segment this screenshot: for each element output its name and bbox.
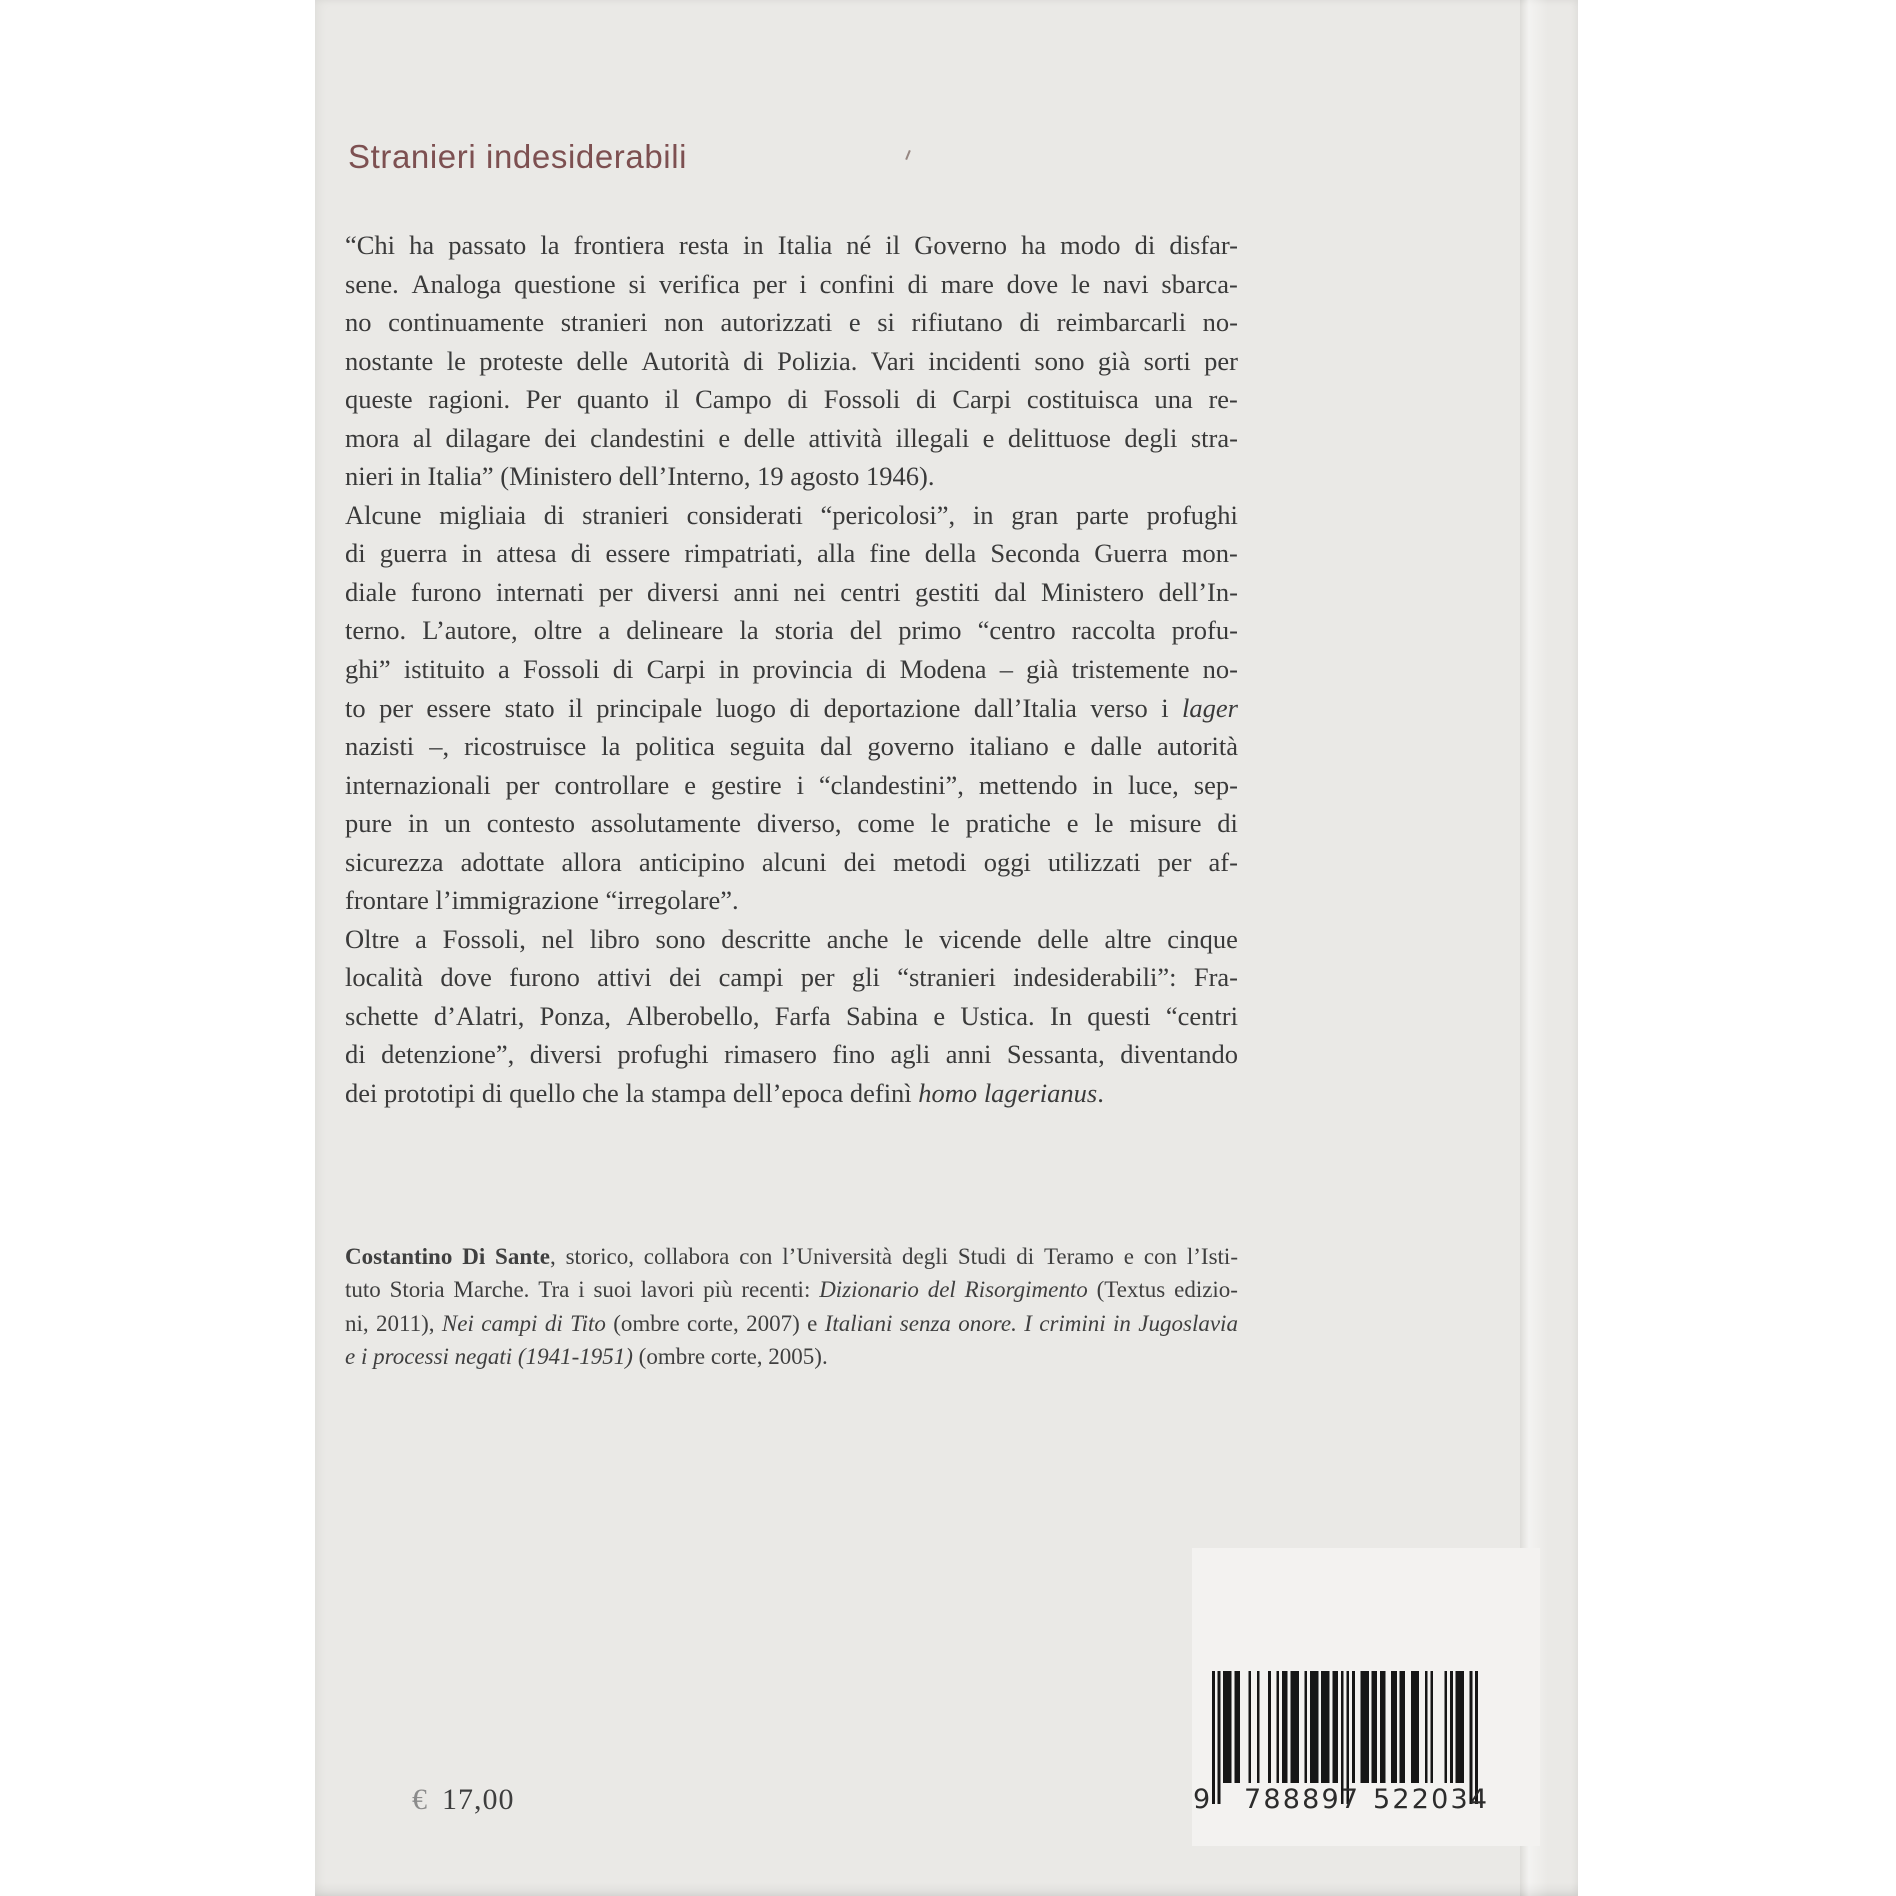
price-amount: 17,00 — [442, 1783, 515, 1816]
text-line: Alcune migliaia di stranieri considerati “pericolosi”, in gran parte profughi — [345, 499, 1238, 530]
currency-symbol: € — [412, 1783, 427, 1816]
barcode-digits-left: 788897 — [1244, 1784, 1361, 1815]
text-line: no continuamente stranieri non autorizzati e si rifiutano di reimbarcarli no- — [345, 307, 1238, 338]
price-label — [412, 1783, 515, 1817]
text-line: nieri in Italia” (Ministero dell’Interno, 19 agosto 1946). — [345, 461, 935, 492]
text-line: frontare l’immigrazione “irregolare”. — [345, 885, 739, 916]
text-line: ni, 2011), Nei campi di Tito (ombre corte, 2007) e Italiani senza onore. I crimini in Jugoslavia — [345, 1310, 1238, 1336]
text-line: pure in un contesto assolutamente diverso, come le pratiche e le misure di — [345, 808, 1238, 839]
author-bio — [345, 1240, 1238, 1374]
text-line: sicurezza adottate allora anticipino alcuni dei metodi oggi utilizzati per af- — [345, 846, 1238, 877]
text-line: Costantino Di Sante, storico, collabora con l’Università degli Studi di Teramo e con l’Isti- — [345, 1244, 1238, 1269]
text-line: tuto Storia Marche. Tra i suoi lavori più recenti: Dizionario del Risorgimento (Textus edizio- — [345, 1277, 1238, 1303]
text-line: terno. L’autore, oltre a delineare la storia del primo “centro raccolta profu- — [345, 615, 1238, 646]
barcode-digits-right: 522034 — [1373, 1784, 1490, 1815]
text-line: diale furono internati per diversi anni nei centri gestiti dal Ministero dell’In- — [345, 576, 1238, 607]
text-line: Oltre a Fossoli, nel libro sono descritte anche le vicende delle altre cinque — [345, 923, 1238, 954]
text-line: sene. Analoga questione si verifica per i confini di mare dove le navi sbarca- — [345, 268, 1238, 299]
text-line: ghi” istituito a Fossoli di Carpi in provincia di Modena – già tristemente no- — [345, 654, 1238, 685]
text-line: località dove furono attivi dei campi per gli “stranieri indesiderabili”: Fra- — [345, 962, 1238, 993]
text-line: e i processi negati (1941-1951) (ombre corte, 2005). — [345, 1344, 828, 1370]
text-line: schette d’Alatri, Ponza, Alberobello, Farfa Sabina e Ustica. In questi “centri — [345, 1000, 1238, 1031]
text-line: mora al dilagare dei clandestini e delle attività illegali e delittuose degli stra- — [345, 422, 1238, 453]
text-line: nostante le proteste delle Autorità di Polizia. Vari incidenti sono già sorti per — [345, 345, 1238, 376]
text-line: dei prototipi di quello che la stampa dell’epoca definì homo lagerianus. — [345, 1078, 1104, 1109]
print-speck — [905, 150, 911, 160]
barcode — [1192, 1548, 1540, 1846]
back-cover-description — [345, 226, 1238, 1113]
text-line: di detenzione”, diversi profughi rimasero fino agli anni Sessanta, diventando — [345, 1039, 1238, 1070]
barcode-digit-first: 9 — [1193, 1784, 1211, 1815]
text-line: internazionali per controllare e gestire i “clandestini”, mettendo in luce, sep- — [345, 769, 1238, 800]
book-title: Stranieri indesiderabili — [348, 138, 688, 175]
book-back-cover — [315, 0, 1578, 1896]
text-line: to per essere stato il principale luogo di deportazione dall’Italia verso i lager — [345, 692, 1238, 723]
text-line: nazisti –, ricostruisce la politica seguita dal governo italiano e dalle autorità — [345, 731, 1238, 762]
text-line: di guerra in attesa di essere rimpatriati, alla fine della Seconda Guerra mon- — [345, 538, 1238, 569]
text-line: “Chi ha passato la frontiera resta in Italia né il Governo ha modo di disfar- — [345, 230, 1238, 260]
text-line: queste ragioni. Per quanto il Campo di Fossoli di Carpi costituisca una re- — [345, 384, 1238, 415]
